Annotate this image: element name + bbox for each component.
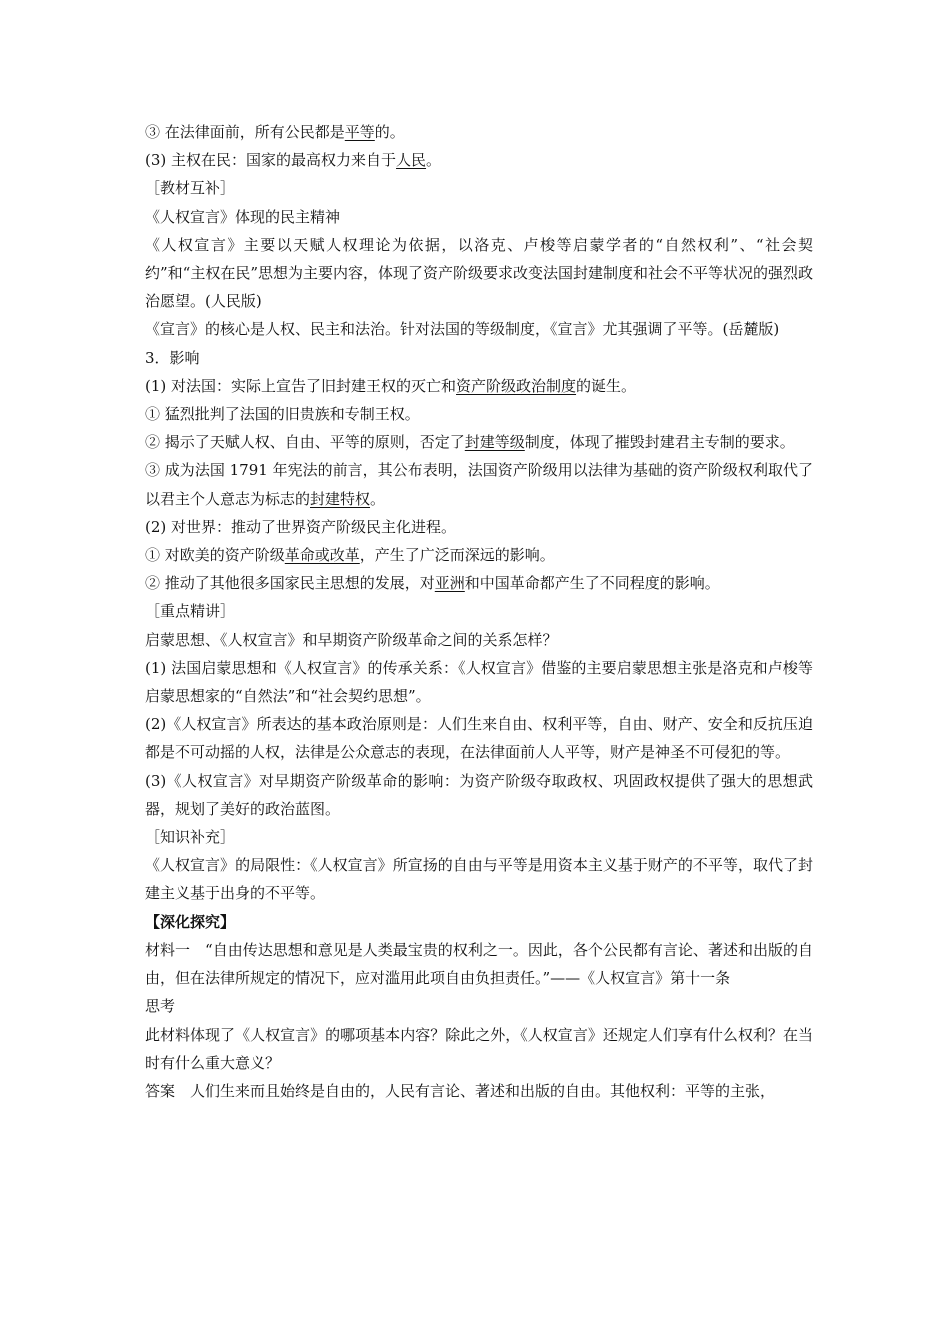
think-question: 此材料体现了《人权宣言》的哪项基本内容？除此之外，《人权宣言》还规定人们享有什么权利？在当时有什么重大意义？ xyxy=(145,1025,813,1072)
underlined-term: 封建等级 xyxy=(464,433,525,452)
section-label-textbook-supplement: ［教材互补］ xyxy=(145,179,236,198)
underlined-term: 革命或改革 xyxy=(284,546,360,565)
sovereignty-clause: (3) 主权在民：国家的最高权力来自于人民。 xyxy=(145,151,442,170)
section-label-knowledge-supplement: ［知识补充］ xyxy=(145,828,236,847)
subheading-democratic-spirit: 《人权宣言》体现的民主精神 xyxy=(145,207,341,226)
answer-paragraph: 答案 人们生来而且始终是自由的，人民有言论、著述和出版的自由。其他权利：平等的主张， xyxy=(145,1081,776,1100)
key-point-3: (3)《人权宣言》对早期资产阶级革命的影响：为资产阶级夺取政权、巩固政权提供了强大的思想武器，规划了美好的政治蓝图。 xyxy=(145,771,813,818)
underlined-term: 亚洲 xyxy=(434,574,465,593)
limitation-paragraph: 《人权宣言》的局限性：《人权宣言》所宣扬的自由与平等是用资本主义基于财产的不平等，取代了封建主义基于出身的不平等。 xyxy=(145,856,813,903)
paragraph-yuelu-edition: 《宣言》的核心是人权、民主和法治。针对法国的等级制度，《宣言》尤其强调了平等。(岳麓版) xyxy=(145,320,780,339)
influence-on-france: (1) 对法国：实际上宣告了旧封建王权的灭亡和资产阶级政治制度的诞生。 xyxy=(145,376,637,395)
world-point-2: ② 推动了其他很多国家民主思想的发展，对亚洲和中国革命都产生了不同程度的影响。 xyxy=(145,574,720,593)
document-page xyxy=(145,118,813,1105)
key-point-2: (2)《人权宣言》所表达的基本政治原则是：人们生来自由、权利平等，自由、财产、安全和反抗压迫都是不可动摇的人权，法律是公众意志的表现，在法律面前人人平等，财产是神圣不可侵犯的等。 xyxy=(145,715,813,762)
section-label-deep-inquiry: 【深化探究】 xyxy=(145,912,236,931)
equality-clause: ③ 在法律面前，所有公民都是平等的。 xyxy=(145,123,405,141)
section-label-key-points: ［重点精讲］ xyxy=(145,602,236,621)
heading-influence: 3．影响 xyxy=(145,348,200,367)
underlined-term: 封建特权 xyxy=(310,489,371,508)
influence-point-3: ③ 成为法国 1791 年宪法的前言，其公布表明，法国资产阶级用以法律为基础的资产阶级权利取代了以君主个人意志为标志的封建特权。 xyxy=(145,461,813,508)
world-point-1: ① 对欧美的资产阶级革命或改革，产生了广泛而深远的影响。 xyxy=(145,546,555,565)
influence-point-2: ② 揭示了天赋人权、自由、平等的原则，否定了封建等级制度，体现了摧毁封建君主专制的要求。 xyxy=(145,433,795,452)
underlined-term: 资产阶级政治制度 xyxy=(456,376,577,395)
influence-point-1: ① 猛烈批判了法国的旧贵族和专制王权。 xyxy=(145,405,420,424)
paragraph-renmin-edition: 《人权宣言》主要以天赋人权理论为依据，以洛克、卢梭等启蒙学者的“自然权利”、“社会契约”和“主权在民”思想为主要内容，体现了资产阶级要求改变法国封建制度和社会不平等状况的强烈政治愿望。(人民版) xyxy=(145,235,814,311)
influence-on-world: (2) 对世界：推动了世界资产阶级民主化进程。 xyxy=(145,517,457,536)
think-label: 思考 xyxy=(145,997,176,1016)
key-point-1: (1) 法国启蒙思想和《人权宣言》的传承关系：《人权宣言》借鉴的主要启蒙思想主张是洛克和卢梭等启蒙思想家的“自然法”和“社会契约思想”。 xyxy=(145,658,813,706)
underlined-term: 人民 xyxy=(396,151,427,170)
underlined-term: 平等 xyxy=(344,123,375,141)
material-one: 材料一 “自由传达思想和意见是人类最宝贵的权利之一。因此，各个公民都有言论、著述和出版的自由，但在法律所规定的情况下，应对滥用此项自由负担责任。”——《人权宣言》第十一条 xyxy=(145,940,813,988)
key-question: 启蒙思想、《人权宣言》和早期资产阶级革命之间的关系怎样？ xyxy=(145,630,558,649)
